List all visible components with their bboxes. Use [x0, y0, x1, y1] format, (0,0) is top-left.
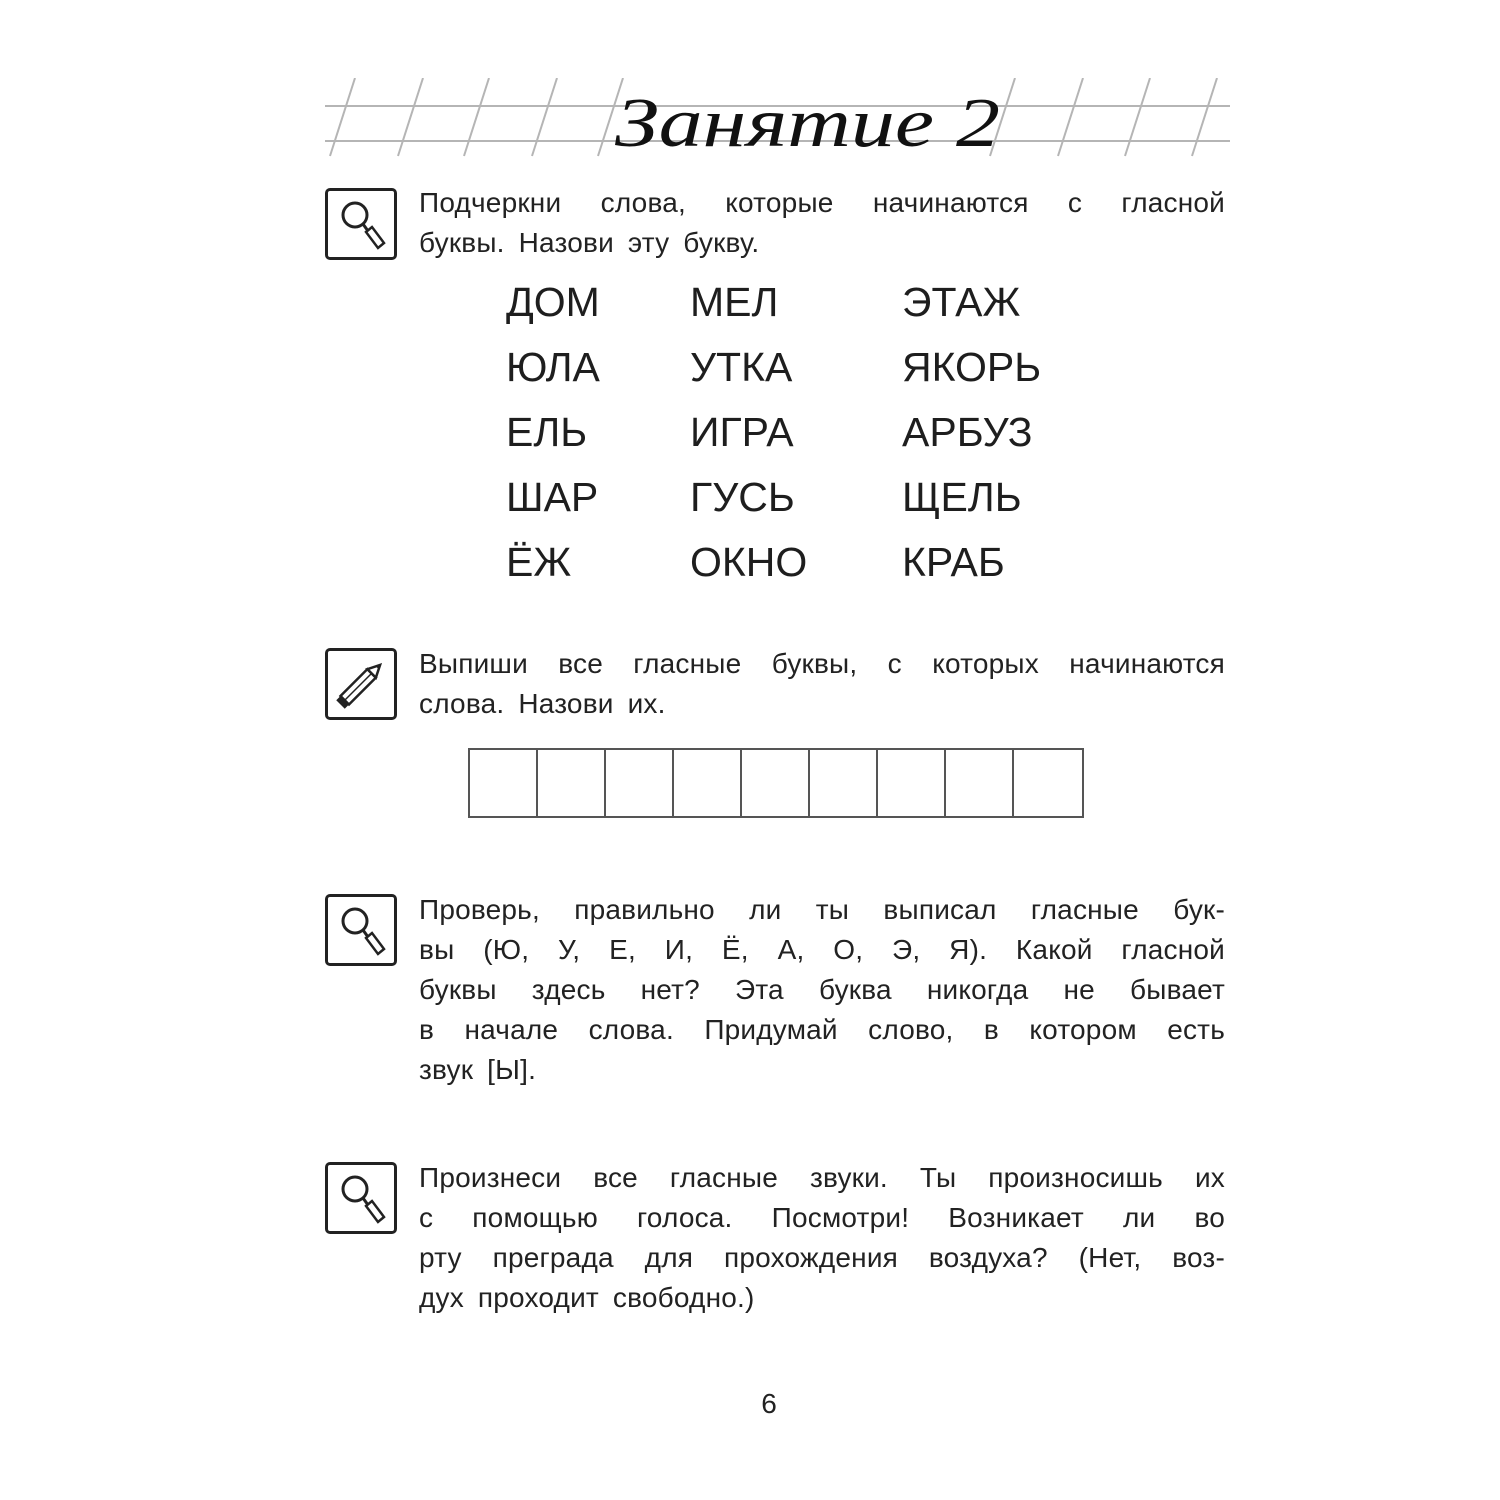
word: ЕЛЬ	[506, 409, 588, 455]
task-line: звук [Ы].	[419, 1054, 537, 1085]
magnifier-icon	[328, 897, 394, 963]
task-1-text	[419, 183, 1225, 263]
answer-cell[interactable]	[946, 750, 1014, 816]
task-2-text	[419, 644, 1225, 724]
answer-cell[interactable]	[606, 750, 674, 816]
task-line: Выпиши все гласные буквы, с которых начинаются	[419, 648, 1225, 679]
answer-cell[interactable]	[538, 750, 606, 816]
answer-cell[interactable]	[878, 750, 946, 816]
page-number: 6	[761, 1388, 777, 1419]
answer-grid	[468, 748, 1084, 818]
answer-cell[interactable]	[1014, 750, 1082, 816]
task-line: с помощью голоса. Посмотри! Возникает ли во	[419, 1202, 1225, 1233]
word: ДОМ	[506, 279, 600, 325]
answer-cell[interactable]	[674, 750, 742, 816]
task-line: Подчеркни слова, которые начинаются с гласной	[419, 187, 1225, 218]
task-line: дух проходит свободно.)	[419, 1282, 755, 1313]
task-line: Проверь, правильно ли ты выписал гласные бук-	[419, 894, 1225, 925]
word: ЯКОРЬ	[902, 344, 1042, 390]
word: ШАР	[506, 474, 599, 520]
task-3-icon	[325, 894, 397, 966]
word: ЭТАЖ	[902, 279, 1021, 325]
task-line: в начале слова. Придумай слово, в котором есть	[419, 1014, 1225, 1045]
word: ЮЛА	[506, 344, 600, 390]
word: МЕЛ	[690, 279, 779, 325]
answer-cell[interactable]	[742, 750, 810, 816]
task-line: рту преграда для прохождения воздуха? (Нет, воз-	[419, 1242, 1225, 1273]
magnifier-icon	[328, 191, 394, 257]
magnifier-icon	[328, 1165, 394, 1231]
answer-cell[interactable]	[470, 750, 538, 816]
task-line: Произнеси все гласные звуки. Ты произносишь их	[419, 1162, 1225, 1193]
lesson-title-text: Занятие 2	[615, 85, 1000, 160]
word: ЩЕЛЬ	[902, 474, 1022, 520]
word: ОКНО	[690, 539, 808, 585]
task-1-icon	[325, 188, 397, 260]
task-line: слова. Назови их.	[419, 688, 666, 719]
word: ЁЖ	[506, 539, 572, 585]
task-4-icon	[325, 1162, 397, 1234]
word: АРБУЗ	[902, 409, 1033, 455]
answer-cell[interactable]	[810, 750, 878, 816]
word: КРАБ	[902, 539, 1005, 585]
task-line: вы (Ю, У, Е, И, Ё, А, О, Э, Я). Какой гласной	[419, 934, 1225, 965]
lesson-title	[325, 78, 1230, 160]
word: УТКА	[690, 344, 793, 390]
task-2-icon	[325, 648, 397, 720]
task-4-text	[419, 1158, 1225, 1318]
task-3-text	[419, 890, 1225, 1090]
task-line: буквы здесь нет? Эта буква никогда не бывает	[419, 974, 1225, 1005]
word: ГУСЬ	[690, 474, 795, 520]
word: ИГРА	[690, 409, 794, 455]
pencil-icon	[328, 651, 394, 717]
task-line: буквы. Назови эту букву.	[419, 227, 760, 258]
